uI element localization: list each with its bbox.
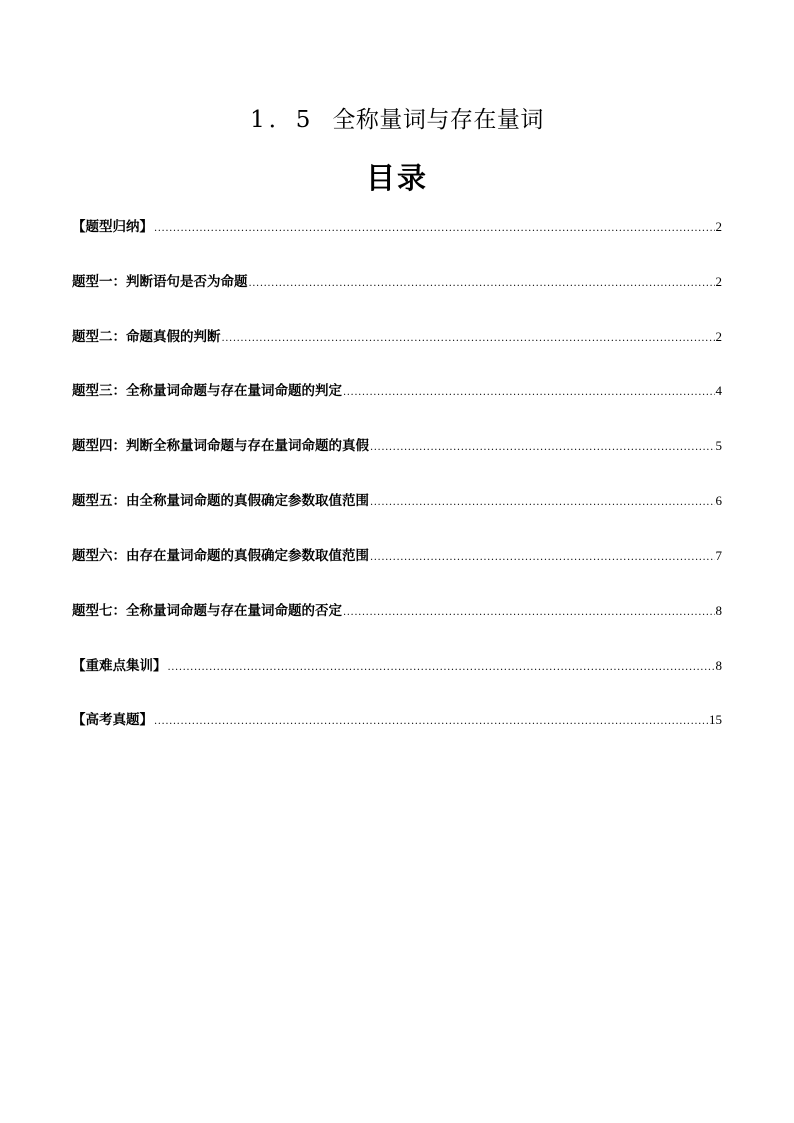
toc-entry-label: 题型三：全称量词命题与存在量词命题的判定	[72, 383, 342, 399]
toc-page-number: 6	[715, 493, 722, 508]
toc-dot-leader	[370, 493, 715, 513]
toc-dot-leader	[343, 603, 715, 623]
toc-page-number: 5	[715, 438, 722, 453]
toc-page-number: 15	[709, 712, 722, 727]
toc-entry-type-3[interactable]	[72, 381, 722, 401]
toc-dot-leader	[343, 383, 715, 403]
toc-entry-label: 题型六：由存在量词命题的真假确定参数取值范围	[72, 548, 369, 564]
toc-page-number: 2	[715, 329, 722, 344]
toc-entry-label: 题型七：全称量词命题与存在量词命题的否定	[72, 603, 342, 619]
toc-page-number: 7	[715, 548, 722, 563]
toc-dot-leader	[168, 658, 715, 678]
toc-entry-label: 题型五：由全称量词命题的真假确定参数取值范围	[72, 493, 369, 509]
toc-page-number: 2	[715, 219, 722, 234]
toc-entry-label: 【题型归纳】	[72, 219, 153, 235]
toc-entry-label: 题型二：命题真假的判断	[72, 329, 221, 345]
toc-entry-type-4[interactable]	[72, 436, 722, 456]
toc-entry-exam-questions[interactable]	[72, 710, 722, 730]
toc-entry-type-7[interactable]	[72, 601, 722, 621]
toc-page-number: 8	[715, 658, 722, 673]
toc-dot-leader	[249, 274, 715, 294]
document-title	[0, 104, 794, 136]
toc-page-number: 2	[715, 274, 722, 289]
toc-dot-leader	[154, 219, 715, 239]
toc-page-number: 4	[715, 383, 722, 398]
toc-entry-type-6[interactable]	[72, 546, 722, 566]
toc-page-number: 8	[715, 603, 722, 618]
toc-dot-leader	[370, 548, 715, 568]
toc-entry-type-2[interactable]	[72, 327, 722, 347]
toc-heading: 目录	[365, 161, 428, 195]
toc-entry-label: 题型四：判断全称量词命题与存在量词命题的真假	[72, 438, 369, 454]
toc-entry-key-practice[interactable]	[72, 656, 722, 676]
document-title-number: 1．5	[250, 107, 315, 133]
toc-entry-label: 【高考真题】	[72, 712, 153, 728]
toc-dot-leader	[370, 438, 715, 458]
toc-entry-summary[interactable]	[72, 217, 722, 237]
toc-entry-type-1[interactable]	[72, 272, 722, 292]
toc-dot-leader	[154, 712, 708, 732]
toc-entry-type-5[interactable]	[72, 491, 722, 511]
toc-dot-leader	[222, 329, 715, 349]
toc-entry-label: 题型一：判断语句是否为命题	[72, 274, 248, 290]
toc-entry-label: 【重难点集训】	[72, 658, 167, 674]
document-title-text: 全称量词与存在量词	[332, 107, 544, 133]
